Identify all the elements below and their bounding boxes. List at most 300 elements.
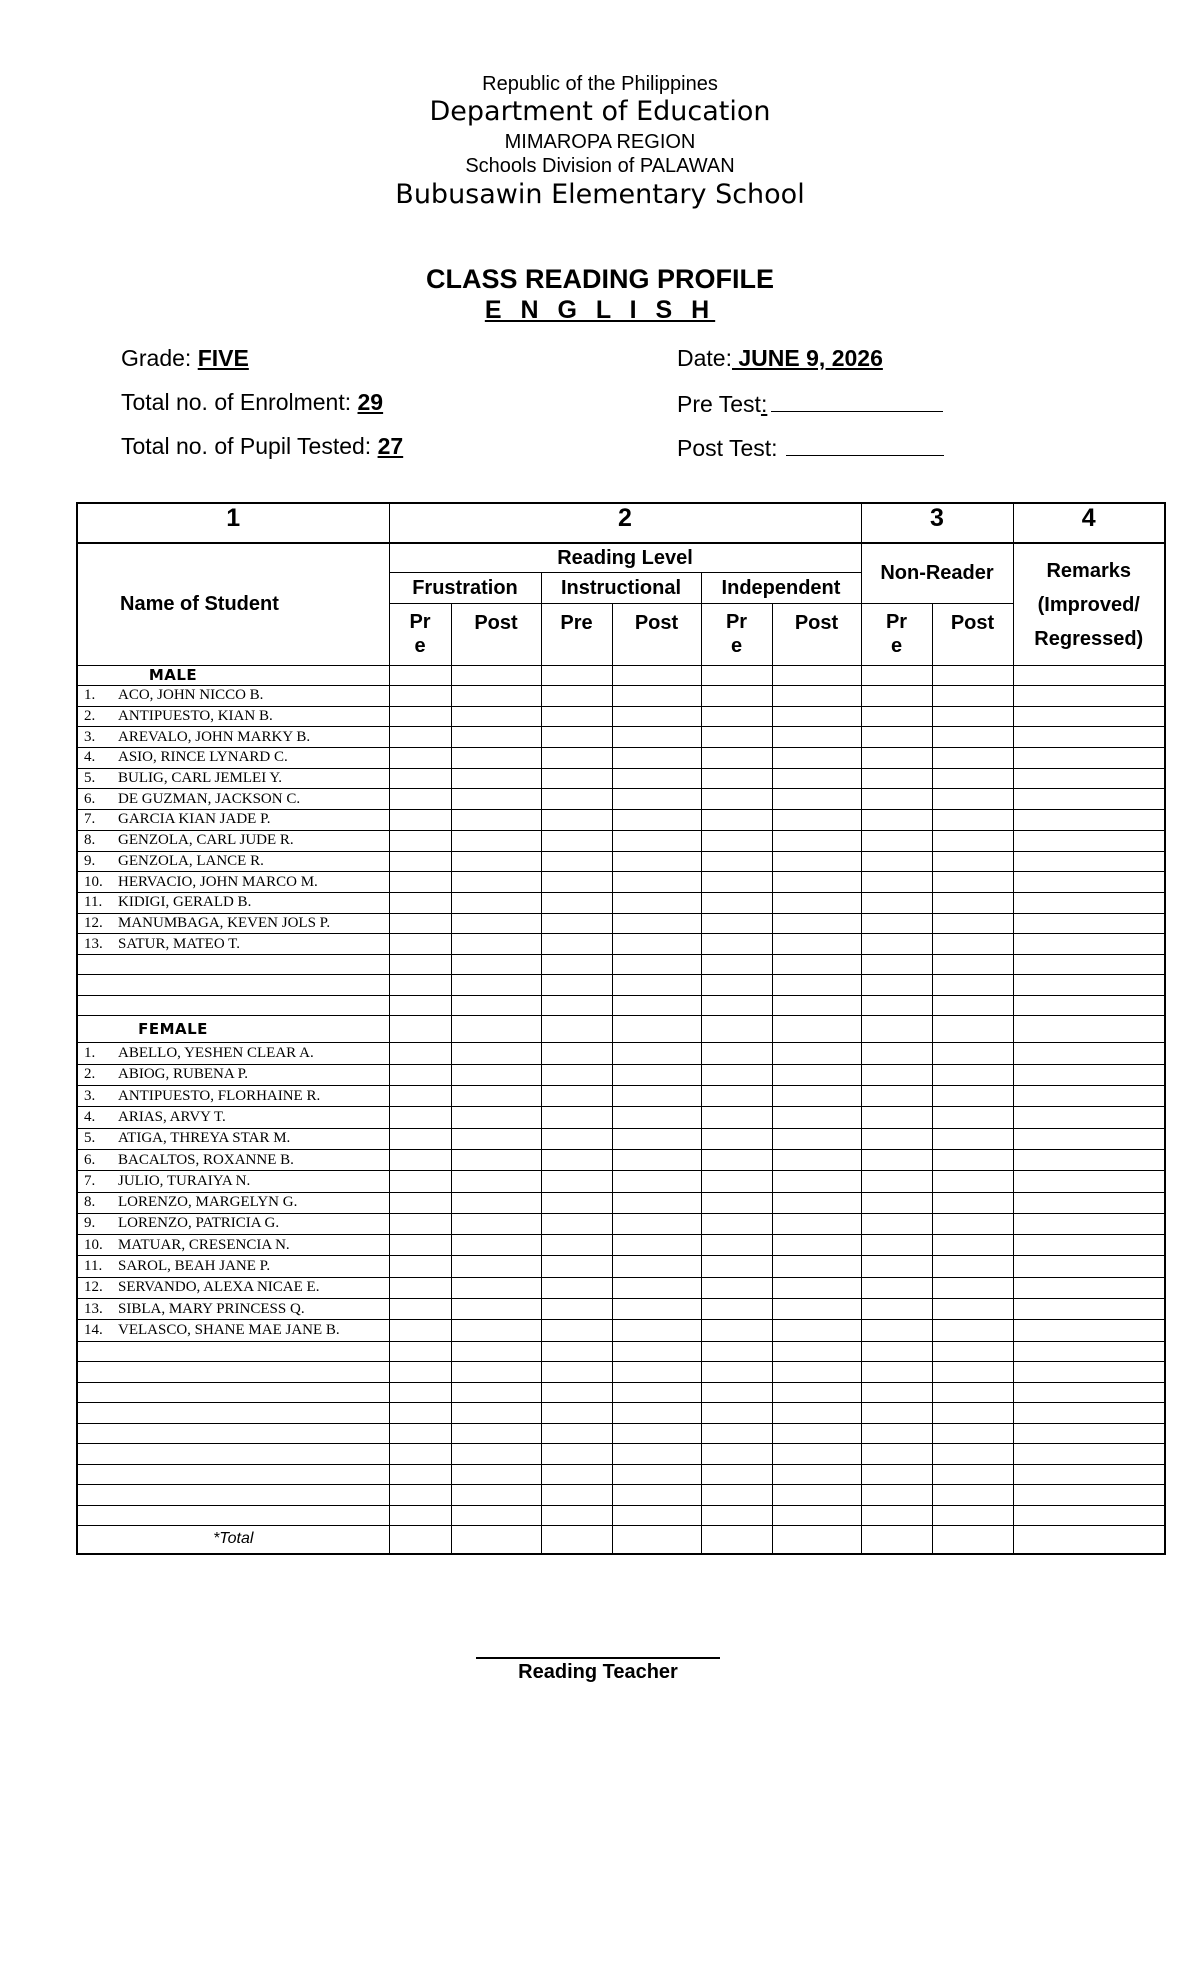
score-cell (701, 851, 772, 872)
instructional-post-header: Post (612, 604, 701, 666)
student-name-cell (77, 830, 389, 851)
score-cell (451, 1235, 541, 1256)
score-cell (701, 954, 772, 975)
score-cell (772, 1464, 861, 1485)
remarks-cell (1013, 706, 1165, 727)
score-cell (451, 1464, 541, 1485)
score-cell (701, 666, 772, 686)
score-cell (612, 1485, 701, 1506)
score-cell (932, 1382, 1013, 1403)
remarks-cell (1013, 686, 1165, 707)
score-cell (541, 1107, 612, 1128)
score-cell (541, 748, 612, 769)
score-cell (541, 1526, 612, 1554)
score-cell (772, 686, 861, 707)
score-cell (932, 1505, 1013, 1526)
table-row (77, 995, 1165, 1016)
frustration-post-header: Post (451, 604, 541, 666)
score-cell (772, 1299, 861, 1320)
score-cell (612, 975, 701, 996)
score-cell (861, 1526, 932, 1554)
score-cell (932, 1444, 1013, 1465)
student-number: 1. (84, 1045, 96, 1062)
remarks-cell (1013, 1277, 1165, 1298)
remarks-cell (1013, 1299, 1165, 1320)
student-name-cell (77, 686, 389, 707)
score-cell (861, 995, 932, 1016)
score-cell (389, 1485, 451, 1506)
remarks-cell (1013, 1213, 1165, 1234)
date-value: JUNE 9, 2026 (731, 345, 883, 371)
student-name: MATUAR, CRESENCIA N. (118, 1236, 290, 1253)
table-row (77, 1213, 1165, 1234)
score-cell (451, 666, 541, 686)
remarks-line-3: Regressed) (1034, 627, 1144, 650)
independent-post-header: Post (772, 604, 861, 666)
score-cell (772, 1382, 861, 1403)
score-cell (932, 1235, 1013, 1256)
score-cell (541, 1362, 612, 1383)
score-cell (861, 686, 932, 707)
score-cell (389, 954, 451, 975)
score-cell (932, 1064, 1013, 1085)
score-cell (861, 1213, 932, 1234)
total-label: *Total (77, 1526, 389, 1554)
remarks-cell (1013, 954, 1165, 975)
table-row (77, 1128, 1165, 1149)
score-cell (772, 1213, 861, 1234)
score-cell (932, 1256, 1013, 1277)
score-cell (541, 768, 612, 789)
student-name-cell (77, 913, 389, 934)
score-cell (932, 789, 1013, 810)
score-cell (932, 1128, 1013, 1149)
score-cell (772, 1043, 861, 1064)
score-cell (701, 727, 772, 748)
score-cell (451, 1485, 541, 1506)
score-cell (701, 1149, 772, 1170)
remarks-cell (1013, 872, 1165, 893)
student-name-cell (77, 1341, 389, 1362)
score-cell (389, 1086, 451, 1107)
student-number: 5. (84, 1130, 96, 1147)
score-cell (389, 851, 451, 872)
score-cell (389, 934, 451, 955)
remarks-cell (1013, 1149, 1165, 1170)
score-cell (541, 975, 612, 996)
score-cell (861, 1423, 932, 1444)
score-cell (932, 1464, 1013, 1485)
score-cell (701, 1192, 772, 1213)
score-cell (861, 872, 932, 893)
table-row (77, 1235, 1165, 1256)
score-cell (701, 995, 772, 1016)
table-row (77, 727, 1165, 748)
table-row (77, 1192, 1165, 1213)
score-cell (772, 1192, 861, 1213)
score-cell (932, 851, 1013, 872)
score-cell (861, 1086, 932, 1107)
score-cell (389, 1171, 451, 1192)
remarks-cell (1013, 666, 1165, 686)
score-cell (389, 1235, 451, 1256)
score-cell (541, 995, 612, 1016)
student-name-cell (77, 1235, 389, 1256)
table-row (77, 1149, 1165, 1170)
remarks-cell (1013, 1256, 1165, 1277)
score-cell (541, 913, 612, 934)
score-cell (932, 1526, 1013, 1554)
posttest-blank (786, 433, 944, 456)
score-cell (612, 1171, 701, 1192)
score-cell (451, 810, 541, 831)
remarks-cell (1013, 1171, 1165, 1192)
score-cell (861, 954, 932, 975)
score-cell (451, 1016, 541, 1043)
score-cell (612, 954, 701, 975)
division-heading: Schools Division of PALAWAN (465, 155, 735, 177)
score-cell (932, 1341, 1013, 1362)
score-cell (612, 686, 701, 707)
score-cell (451, 1213, 541, 1234)
score-cell (861, 1016, 932, 1043)
student-name-cell (77, 872, 389, 893)
score-cell (612, 1149, 701, 1170)
score-cell (701, 1043, 772, 1064)
score-cell (389, 1464, 451, 1485)
score-cell (772, 1256, 861, 1277)
student-name-cell (77, 1299, 389, 1320)
score-cell (389, 1256, 451, 1277)
remarks-cell (1013, 892, 1165, 913)
student-name-cell (77, 768, 389, 789)
student-number: 8. (84, 1194, 96, 1211)
pretest-colon: : (760, 391, 768, 417)
score-cell (541, 851, 612, 872)
score-cell (612, 1213, 701, 1234)
score-cell (772, 975, 861, 996)
score-cell (932, 1107, 1013, 1128)
header-row-1 (77, 543, 1165, 573)
student-number: 6. (84, 790, 96, 807)
score-cell (932, 954, 1013, 975)
independent-pre-header: Pr e (701, 604, 772, 666)
score-cell (701, 686, 772, 707)
score-cell (701, 768, 772, 789)
score-cell (451, 1277, 541, 1298)
remarks-cell (1013, 810, 1165, 831)
table-row (77, 1341, 1165, 1362)
score-cell (612, 1505, 701, 1526)
score-cell (772, 934, 861, 955)
score-cell (389, 975, 451, 996)
score-cell (612, 1016, 701, 1043)
score-cell (701, 1171, 772, 1192)
date-label: Date: (677, 345, 732, 371)
score-cell (861, 1149, 932, 1170)
remarks-header (1013, 543, 1165, 666)
table-row (77, 934, 1165, 955)
score-cell (701, 1107, 772, 1128)
student-name-cell (77, 1320, 389, 1341)
score-cell (861, 1128, 932, 1149)
student-name-cell (77, 995, 389, 1016)
score-cell (541, 1149, 612, 1170)
score-cell (861, 1299, 932, 1320)
score-cell (861, 1485, 932, 1506)
score-cell (932, 830, 1013, 851)
table-row (77, 1064, 1165, 1085)
student-name: LORENZO, MARGELYN G. (118, 1194, 298, 1211)
score-cell (389, 1064, 451, 1085)
student-number: 11. (84, 894, 103, 911)
score-cell (772, 1086, 861, 1107)
remarks-cell (1013, 768, 1165, 789)
table-row (77, 1171, 1165, 1192)
table-row (77, 1382, 1165, 1403)
remarks-cell (1013, 913, 1165, 934)
posttest-line (677, 433, 944, 462)
score-cell (612, 810, 701, 831)
remarks-cell (1013, 1423, 1165, 1444)
non-reader-pre-header: Pr e (861, 604, 932, 666)
score-cell (389, 1128, 451, 1149)
student-name: SIBLA, MARY PRINCESS Q. (118, 1300, 305, 1317)
column-number-row (77, 503, 1165, 543)
student-name-cell (77, 975, 389, 996)
student-name-cell (77, 1256, 389, 1277)
remarks-cell (1013, 1128, 1165, 1149)
grade-label: Grade: (121, 345, 198, 371)
score-cell (389, 1403, 451, 1424)
score-cell (701, 810, 772, 831)
score-cell (541, 810, 612, 831)
remarks-cell (1013, 1235, 1165, 1256)
score-cell (451, 1171, 541, 1192)
student-name-cell (77, 954, 389, 975)
column-number-2: 2 (389, 503, 861, 543)
table-row (77, 851, 1165, 872)
score-cell (389, 1213, 451, 1234)
score-cell (541, 1444, 612, 1465)
score-cell (451, 748, 541, 769)
table-row (77, 1277, 1165, 1298)
column-number-1: 1 (77, 503, 389, 543)
score-cell (451, 1086, 541, 1107)
student-number: 1. (84, 687, 96, 704)
score-cell (861, 768, 932, 789)
student-number: 13. (84, 1300, 103, 1317)
student-name: MANUMBAGA, KEVEN JOLS P. (118, 914, 331, 931)
score-cell (451, 830, 541, 851)
score-cell (701, 1362, 772, 1383)
section-label: MALE (148, 666, 198, 684)
score-cell (541, 934, 612, 955)
score-cell (861, 1464, 932, 1485)
score-cell (772, 1149, 861, 1170)
table-row (77, 872, 1165, 893)
score-cell (772, 1171, 861, 1192)
remarks-cell (1013, 789, 1165, 810)
score-cell (772, 892, 861, 913)
table-row (77, 1043, 1165, 1064)
score-cell (861, 1192, 932, 1213)
name-of-student-header: Name of Student (77, 543, 389, 666)
student-number: 7. (84, 1172, 96, 1189)
remarks-cell (1013, 1320, 1165, 1341)
section-row (77, 1016, 1165, 1043)
section-label-cell (77, 666, 389, 686)
score-cell (451, 1444, 541, 1465)
table-row (77, 892, 1165, 913)
table-row (77, 1362, 1165, 1383)
score-cell (451, 892, 541, 913)
score-cell (701, 706, 772, 727)
score-cell (612, 1444, 701, 1465)
reading-level-header: Reading Level (389, 543, 861, 573)
score-cell (612, 666, 701, 686)
score-cell (701, 1016, 772, 1043)
score-cell (701, 789, 772, 810)
republic-heading: Republic of the Philippines (482, 73, 718, 95)
score-cell (932, 1016, 1013, 1043)
score-cell (772, 1016, 861, 1043)
score-cell (389, 1320, 451, 1341)
score-cell (451, 1107, 541, 1128)
score-cell (772, 913, 861, 934)
student-number: 14. (84, 1321, 103, 1338)
score-cell (389, 1149, 451, 1170)
student-name-cell (77, 1277, 389, 1298)
score-cell (451, 1526, 541, 1554)
score-cell (861, 1403, 932, 1424)
score-cell (612, 934, 701, 955)
student-name: GENZOLA, LANCE R. (118, 852, 264, 869)
remarks-cell (1013, 1362, 1165, 1383)
score-cell (861, 1505, 932, 1526)
table-row (77, 768, 1165, 789)
score-cell (451, 1064, 541, 1085)
posttest-label: Post Test: (677, 435, 784, 461)
student-name-cell (77, 1382, 389, 1403)
score-cell (389, 706, 451, 727)
score-cell (451, 789, 541, 810)
score-cell (861, 1277, 932, 1298)
column-number-4: 4 (1013, 503, 1165, 543)
student-name-cell (77, 1362, 389, 1383)
section-label: FEMALE (138, 1019, 208, 1038)
score-cell (451, 913, 541, 934)
score-cell (701, 892, 772, 913)
score-cell (932, 1485, 1013, 1506)
score-cell (389, 1526, 451, 1554)
score-cell (932, 975, 1013, 996)
student-name-cell (77, 1485, 389, 1506)
student-name-cell (77, 1192, 389, 1213)
score-cell (932, 727, 1013, 748)
remarks-cell (1013, 1464, 1165, 1485)
score-cell (701, 1320, 772, 1341)
remarks-cell (1013, 851, 1165, 872)
student-name-cell (77, 892, 389, 913)
remarks-line-2: (Improved/ (1037, 593, 1140, 616)
table-row (77, 1505, 1165, 1526)
student-name: SAROL, BEAH JANE P. (118, 1258, 271, 1275)
enrolment-line (121, 389, 383, 416)
score-cell (772, 954, 861, 975)
score-cell (451, 1403, 541, 1424)
score-cell (861, 789, 932, 810)
score-cell (772, 1423, 861, 1444)
remarks-cell (1013, 975, 1165, 996)
student-name-cell (77, 789, 389, 810)
grade-value: FIVE (197, 345, 249, 371)
score-cell (612, 1526, 701, 1554)
score-cell (612, 1299, 701, 1320)
score-cell (541, 727, 612, 748)
non-reader-header: Non-Reader (861, 543, 1013, 604)
remarks-cell (1013, 748, 1165, 769)
score-cell (861, 1444, 932, 1465)
score-cell (451, 1382, 541, 1403)
student-name-cell (77, 1505, 389, 1526)
student-name-cell (77, 1423, 389, 1444)
remarks-cell (1013, 1043, 1165, 1064)
student-name-cell (77, 1107, 389, 1128)
score-cell (451, 1192, 541, 1213)
student-number: 6. (84, 1151, 96, 1168)
score-cell (451, 768, 541, 789)
score-cell (932, 1362, 1013, 1383)
score-cell (701, 1444, 772, 1465)
score-cell (451, 851, 541, 872)
student-number: 4. (84, 1108, 96, 1125)
score-cell (701, 1086, 772, 1107)
student-name: DE GUZMAN, JACKSON C. (118, 790, 301, 807)
student-name: ABELLO, YESHEN CLEAR A. (118, 1045, 314, 1062)
score-cell (772, 1444, 861, 1465)
student-name-cell (77, 1064, 389, 1085)
score-cell (541, 1256, 612, 1277)
score-cell (541, 1016, 612, 1043)
score-cell (389, 789, 451, 810)
score-cell (772, 872, 861, 893)
remarks-cell (1013, 1086, 1165, 1107)
pretest-blank (771, 389, 943, 412)
score-cell (772, 1403, 861, 1424)
score-cell (701, 1382, 772, 1403)
signature-label: Reading Teacher (518, 1661, 678, 1683)
score-cell (701, 1299, 772, 1320)
table-row (77, 1086, 1165, 1107)
score-cell (932, 1277, 1013, 1298)
score-cell (701, 1235, 772, 1256)
score-cell (451, 1299, 541, 1320)
student-name: BULIG, CARL JEMLEI Y. (118, 770, 283, 787)
student-number: 11. (84, 1258, 103, 1275)
score-cell (389, 1277, 451, 1298)
score-cell (932, 1149, 1013, 1170)
score-cell (772, 748, 861, 769)
student-name-cell (77, 810, 389, 831)
score-cell (772, 1107, 861, 1128)
score-cell (541, 789, 612, 810)
score-cell (451, 1256, 541, 1277)
student-name-cell (77, 706, 389, 727)
score-cell (612, 1464, 701, 1485)
score-cell (932, 892, 1013, 913)
remarks-cell (1013, 995, 1165, 1016)
